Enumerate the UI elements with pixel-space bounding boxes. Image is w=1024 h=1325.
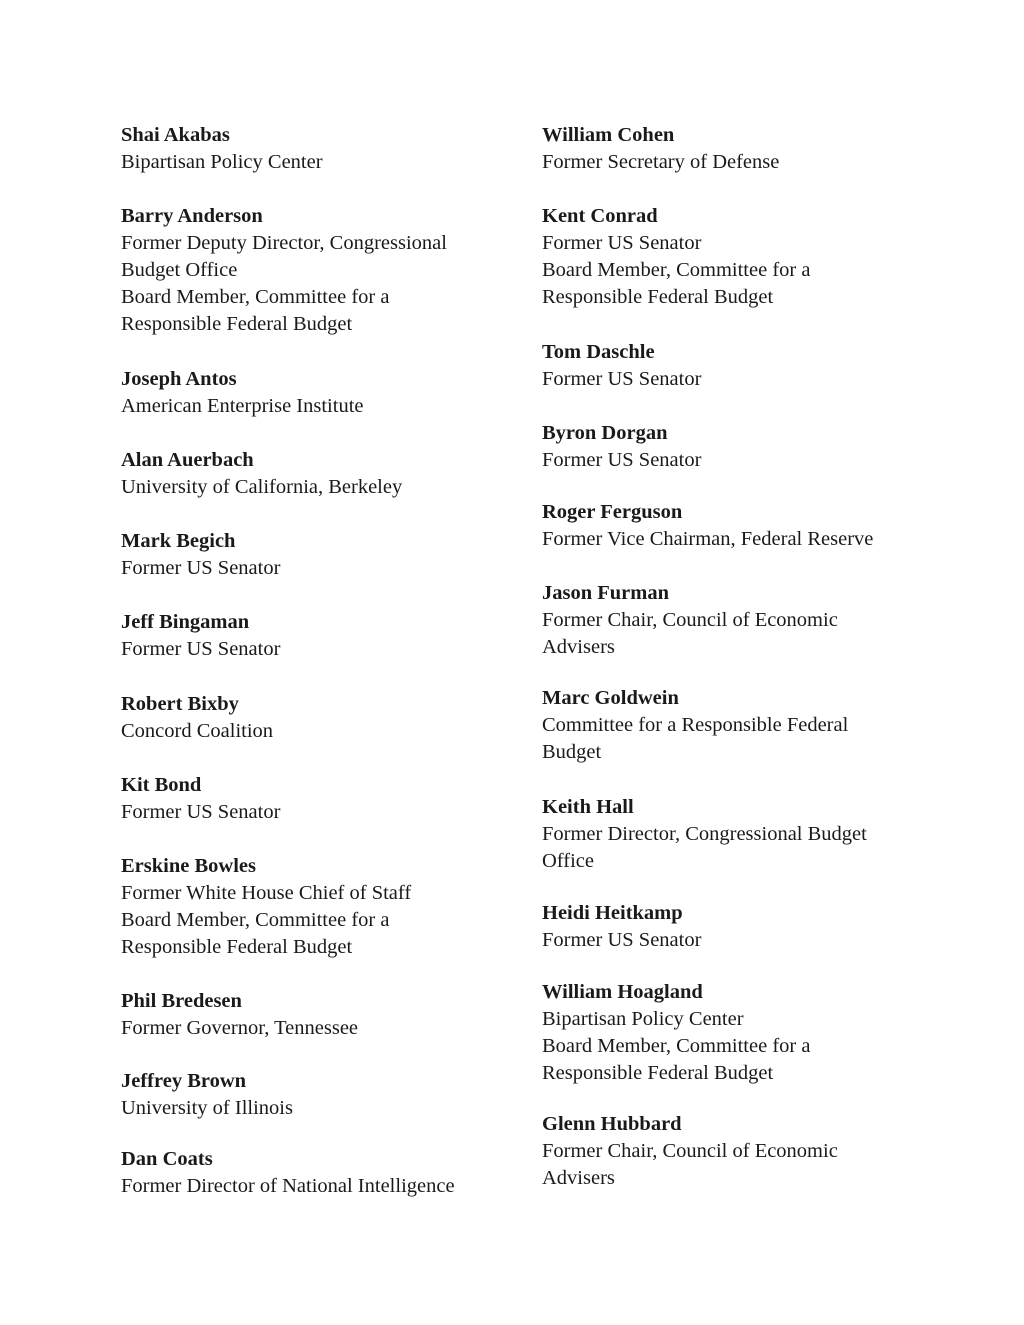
signatory-entry — [542, 979, 810, 1087]
signatory-affiliation: Former US Senator — [542, 449, 702, 471]
signatory-name: William Cohen — [542, 124, 675, 146]
signatory-entry — [542, 1111, 838, 1192]
signatory-affiliation: Former Director of National Intelligence — [121, 1175, 455, 1197]
signatory-name: Kit Bond — [121, 774, 202, 796]
signatory-affiliation: Former Director, Congressional Budget — [542, 823, 867, 845]
signatory-name: Shai Akabas — [121, 124, 230, 146]
signatory-name: Jason Furman — [542, 582, 670, 604]
signatory-name: Joseph Antos — [121, 368, 237, 390]
signatory-affiliation: Responsible Federal Budget — [542, 1062, 774, 1084]
signatory-affiliation: Former White House Chief of Staff — [121, 882, 412, 904]
signatory-entry — [121, 122, 323, 176]
signatory-affiliation: Board Member, Committee for a — [542, 259, 811, 281]
signatory-entry — [121, 366, 364, 420]
signatory-affiliation: University of California, Berkeley — [121, 476, 403, 498]
signatory-name: William Hoagland — [542, 981, 703, 1003]
signatory-entry — [121, 1146, 455, 1200]
signatory-name: Glenn Hubbard — [542, 1113, 682, 1135]
signatory-name: Kent Conrad — [542, 205, 658, 227]
signatory-name: Roger Ferguson — [542, 501, 683, 523]
signatory-entry — [121, 988, 358, 1042]
signatory-entry — [542, 122, 779, 176]
signatory-affiliation: Former US Senator — [121, 801, 281, 823]
signatory-affiliation: Bipartisan Policy Center — [542, 1008, 744, 1030]
signatory-entry — [121, 528, 280, 582]
signatory-affiliation: Budget — [542, 741, 602, 763]
signatory-name: Mark Begich — [121, 530, 236, 552]
signatory-name: Barry Anderson — [121, 205, 263, 227]
signatory-affiliation: Advisers — [542, 636, 615, 658]
signatory-name: Phil Bredesen — [121, 990, 242, 1012]
signatory-affiliation: Former US Senator — [542, 232, 702, 254]
signatory-affiliation: Former US Senator — [542, 368, 702, 390]
signatory-name: Alan Auerbach — [121, 449, 254, 471]
signatory-entry — [542, 339, 701, 393]
signatory-affiliation: Office — [542, 850, 594, 872]
signatory-affiliation: Responsible Federal Budget — [121, 313, 353, 335]
signatory-affiliation: Board Member, Committee for a — [121, 909, 390, 931]
signatory-affiliation: Responsible Federal Budget — [542, 286, 774, 308]
signatory-entry — [542, 580, 838, 661]
signatory-entry — [121, 203, 447, 338]
signatory-entry — [542, 203, 810, 311]
signatory-affiliation: Former Chair, Council of Economic — [542, 1140, 838, 1162]
signatory-affiliation: Committee for a Responsible Federal — [542, 714, 849, 736]
signatory-entry — [121, 1068, 293, 1122]
signatory-name: Robert Bixby — [121, 693, 239, 715]
signatory-name: Marc Goldwein — [542, 687, 679, 709]
signatory-name: Dan Coats — [121, 1148, 213, 1170]
signatory-affiliation: Former US Senator — [121, 557, 281, 579]
signatory-entry — [542, 420, 701, 474]
signatory-affiliation: Former US Senator — [542, 929, 702, 951]
signatory-name: Byron Dorgan — [542, 422, 668, 444]
signatory-affiliation: Former Governor, Tennessee — [121, 1017, 359, 1039]
signatory-affiliation: Board Member, Committee for a — [542, 1035, 811, 1057]
signatory-entry — [121, 772, 280, 826]
signatory-affiliation: Board Member, Committee for a — [121, 286, 390, 308]
signatory-name: Jeff Bingaman — [121, 611, 250, 633]
signatory-affiliation: Advisers — [542, 1167, 615, 1189]
signatory-entry — [542, 794, 867, 875]
signatory-affiliation: Former Chair, Council of Economic — [542, 609, 838, 631]
signatory-affiliation: University of Illinois — [121, 1097, 293, 1119]
signatory-name: Erskine Bowles — [121, 855, 256, 877]
signatory-affiliation: Former Vice Chairman, Federal Reserve — [542, 528, 874, 550]
signatory-entry — [121, 609, 280, 663]
signatory-affiliation: Budget Office — [121, 259, 238, 281]
signatory-affiliation: Responsible Federal Budget — [121, 936, 353, 958]
signatory-name: Jeffrey Brown — [121, 1070, 247, 1092]
signatory-affiliation: Former Secretary of Defense — [542, 151, 780, 173]
signatory-entry — [121, 447, 402, 501]
signatory-entry — [542, 685, 848, 766]
signatory-name: Tom Daschle — [542, 341, 655, 363]
signatory-affiliation: Former Deputy Director, Congressional — [121, 232, 447, 254]
signatory-affiliation: Bipartisan Policy Center — [121, 151, 323, 173]
signatory-entry — [542, 900, 701, 954]
signatory-affiliation: American Enterprise Institute — [121, 395, 364, 417]
signatory-name: Keith Hall — [542, 796, 634, 818]
signatory-entry — [121, 853, 411, 961]
signatory-entry — [121, 691, 273, 745]
signatory-affiliation: Concord Coalition — [121, 720, 274, 742]
signatory-name: Heidi Heitkamp — [542, 902, 683, 924]
signatory-affiliation: Former US Senator — [121, 638, 281, 660]
signatory-entry — [542, 499, 873, 553]
